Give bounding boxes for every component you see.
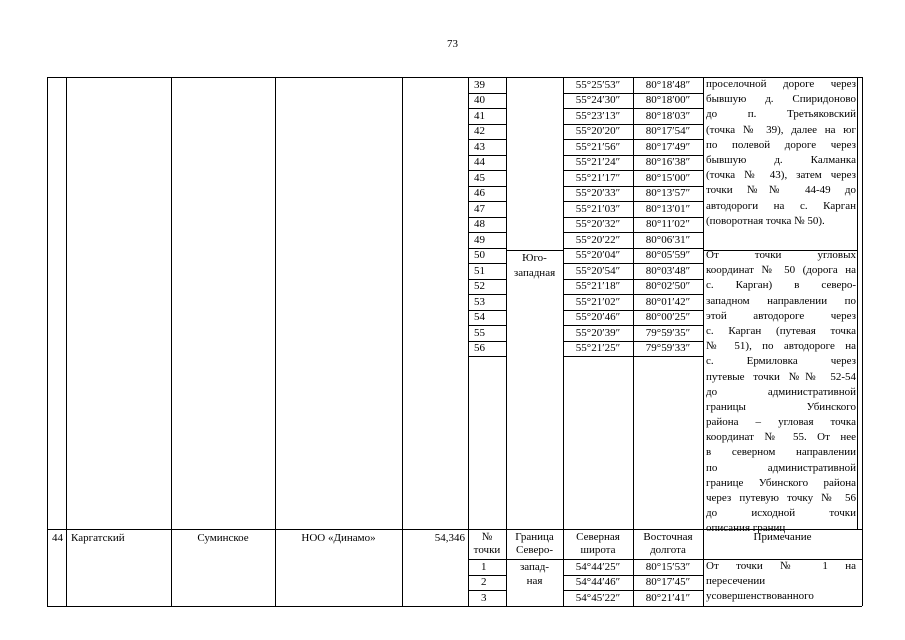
longitude: 80°02′50″: [645, 280, 691, 292]
latitude: 55°21′56″: [575, 140, 621, 153]
description-line: От точки № 1 на: [706, 560, 856, 572]
header-line: Северная: [576, 531, 620, 543]
latitude: 55°20′46″: [575, 311, 621, 323]
longitude: 80°17′54″: [645, 125, 691, 137]
description-line: с. Карган) в северо-: [706, 279, 856, 292]
point-number: 48: [474, 218, 485, 230]
grid-line: [703, 77, 704, 606]
point-number: 41: [474, 109, 485, 122]
header-line: Северо-: [515, 544, 554, 556]
description-line: От точки угловых: [706, 249, 856, 261]
description-line: № 51), по автодороге на: [706, 340, 856, 353]
description-line: путевые точки №№ 52-54: [706, 370, 856, 383]
description-line: этой автодороге через: [706, 309, 856, 322]
header-line: долгота: [650, 544, 686, 556]
header-line: Восточная: [643, 531, 693, 543]
district-name: Каргатский: [71, 532, 125, 544]
longitude: 79°59′33″: [645, 342, 691, 354]
point-number: 39: [474, 78, 485, 91]
longitude: 80°05′59″: [645, 249, 691, 261]
latitude: 55°20′04″: [575, 249, 621, 261]
border-direction: западная: [513, 267, 556, 279]
longitude: 80°03′48″: [645, 264, 691, 277]
description-line: координат № 50 (дорога на: [706, 264, 856, 277]
description-line: усовершенствованного: [706, 590, 814, 603]
longitude: 79°59′35″: [645, 326, 691, 339]
description-line: до административной: [706, 385, 856, 398]
grid-line: [857, 77, 858, 529]
point-number: 53: [474, 295, 485, 308]
organization-name: НОО «Динамо»: [301, 532, 376, 544]
header-longitude: [633, 531, 703, 557]
header-line: точки: [473, 544, 501, 556]
description-line: до п. Третьяковский: [706, 108, 856, 121]
header-note: [703, 531, 862, 544]
grid-line: [862, 77, 863, 606]
longitude: 80°18′48″: [645, 78, 691, 91]
description-line: (точка № 43), затем через: [706, 169, 856, 182]
latitude: 55°20′20″: [575, 125, 621, 137]
description-line: границе Убинского района: [706, 476, 856, 489]
longitude: 80°13′01″: [645, 202, 691, 215]
latitude: 54°44′25″: [575, 560, 621, 573]
description-line: координат № 55. От нее: [706, 431, 856, 444]
grid-line: [468, 356, 469, 529]
grid-line: [506, 356, 507, 529]
point-number: 42: [474, 125, 485, 137]
latitude: 55°20′54″: [575, 264, 621, 277]
longitude: 80°15′00″: [645, 171, 691, 184]
latitude: 55°21′24″: [575, 156, 621, 168]
longitude: 80°17′49″: [645, 140, 691, 153]
longitude: 80°18′03″: [645, 109, 691, 122]
header-line: Граница: [515, 531, 554, 543]
latitude: 55°20′22″: [575, 233, 621, 246]
border-direction: запад-: [519, 561, 550, 573]
grid-line: [66, 529, 67, 606]
header-point-number: [468, 531, 506, 557]
longitude: 80°11′02″: [646, 218, 690, 230]
description-line: (поворотная точка № 50).: [706, 214, 825, 227]
description-line: проселочной дороге через: [706, 78, 856, 90]
latitude: 55°23′13″: [575, 109, 621, 122]
entry-number: 44: [52, 532, 63, 544]
settlement-name: Суминское: [197, 532, 249, 544]
point-number: 45: [474, 171, 485, 184]
description-line: (точка № 39), далее на юг: [706, 123, 856, 136]
grid-line: [633, 356, 634, 529]
page-number: 73: [447, 38, 458, 50]
longitude: 80°18′00″: [645, 94, 691, 106]
longitude: 80°17′45″: [645, 576, 691, 588]
header-line: №: [481, 531, 493, 543]
description-line: в северном направлении: [706, 446, 856, 459]
longitude: 80°21′41″: [645, 591, 691, 604]
longitude: 80°13′57″: [645, 187, 691, 199]
grid-line: [66, 77, 67, 529]
description-line: бывшую д. Спиридоново: [706, 93, 856, 106]
latitude: 55°21′17″: [575, 171, 621, 184]
description-line: района – угловая точка: [706, 416, 856, 429]
description-line: пересечении: [706, 575, 766, 588]
latitude: 54°44′46″: [575, 576, 621, 588]
grid-line: [402, 529, 403, 606]
grid-line: [275, 77, 276, 529]
latitude: 55°20′33″: [575, 187, 621, 199]
latitude: 54°45′22″: [575, 591, 621, 604]
latitude: 55°21′25″: [575, 342, 621, 354]
grid-line: [563, 356, 703, 357]
longitude: 80°01′42″: [645, 295, 691, 308]
point-number: 3: [481, 591, 487, 604]
description-line: западном направлении по: [706, 294, 856, 307]
point-number: 55: [474, 326, 485, 339]
point-number: 56: [474, 342, 485, 354]
point-number: 2: [481, 576, 487, 588]
grid-line: [47, 77, 48, 606]
point-number: 1: [481, 560, 487, 573]
description-line: точки №№ 44-49 до: [706, 184, 856, 197]
grid-line: [402, 77, 403, 529]
point-number: 51: [474, 264, 485, 277]
boundary-description: [706, 559, 856, 605]
grid-line: [563, 356, 564, 529]
latitude: 55°24′30″: [575, 94, 621, 106]
header-border: [506, 531, 563, 557]
latitude: 55°20′32″: [575, 218, 621, 230]
header-line: Примечание: [753, 531, 812, 543]
description-line: с. Карган (путевая точка: [706, 324, 856, 337]
latitude: 55°21′02″: [575, 295, 621, 308]
area-value: 54,346: [434, 532, 465, 544]
description-line: автодороги на с. Карган: [706, 199, 856, 212]
border-direction: Юго-: [522, 251, 547, 264]
point-number: 50: [474, 249, 485, 261]
description-line: бывшую д. Калманка: [706, 153, 856, 166]
longitude: 80°00′25″: [645, 311, 691, 323]
grid-line: [47, 606, 862, 607]
grid-line: [171, 77, 172, 529]
grid-line: [468, 356, 506, 357]
longitude: 80°06′31″: [645, 233, 691, 246]
point-number: 43: [474, 140, 485, 153]
latitude: 55°25′53″: [575, 78, 621, 91]
description-line: по полевой дороге через: [706, 138, 856, 151]
description-line: описания границ: [706, 522, 786, 535]
description-line: с. Ермиловка через: [706, 355, 856, 368]
point-number: 54: [474, 311, 485, 323]
header-latitude: [563, 531, 633, 557]
boundary-description: [706, 77, 856, 229]
longitude: 80°15′53″: [645, 560, 691, 573]
description-line: до исходной точки: [706, 507, 856, 520]
border-direction: ная: [526, 575, 543, 587]
latitude: 55°21′03″: [575, 202, 621, 215]
point-number: 49: [474, 233, 485, 246]
point-number: 40: [474, 94, 485, 106]
description-line: границы Убинского: [706, 400, 856, 413]
latitude: 55°21′18″: [575, 280, 621, 292]
point-number: 52: [474, 280, 485, 292]
description-line: через путевую точку № 56: [706, 492, 856, 504]
boundary-description: [706, 248, 856, 537]
description-line: по административной: [706, 461, 856, 474]
point-number: 44: [474, 156, 485, 168]
header-line: широта: [580, 544, 616, 556]
latitude: 55°20′39″: [575, 326, 621, 339]
point-number: 47: [474, 202, 485, 215]
point-number: 46: [474, 187, 485, 199]
longitude: 80°16′38″: [645, 156, 691, 168]
